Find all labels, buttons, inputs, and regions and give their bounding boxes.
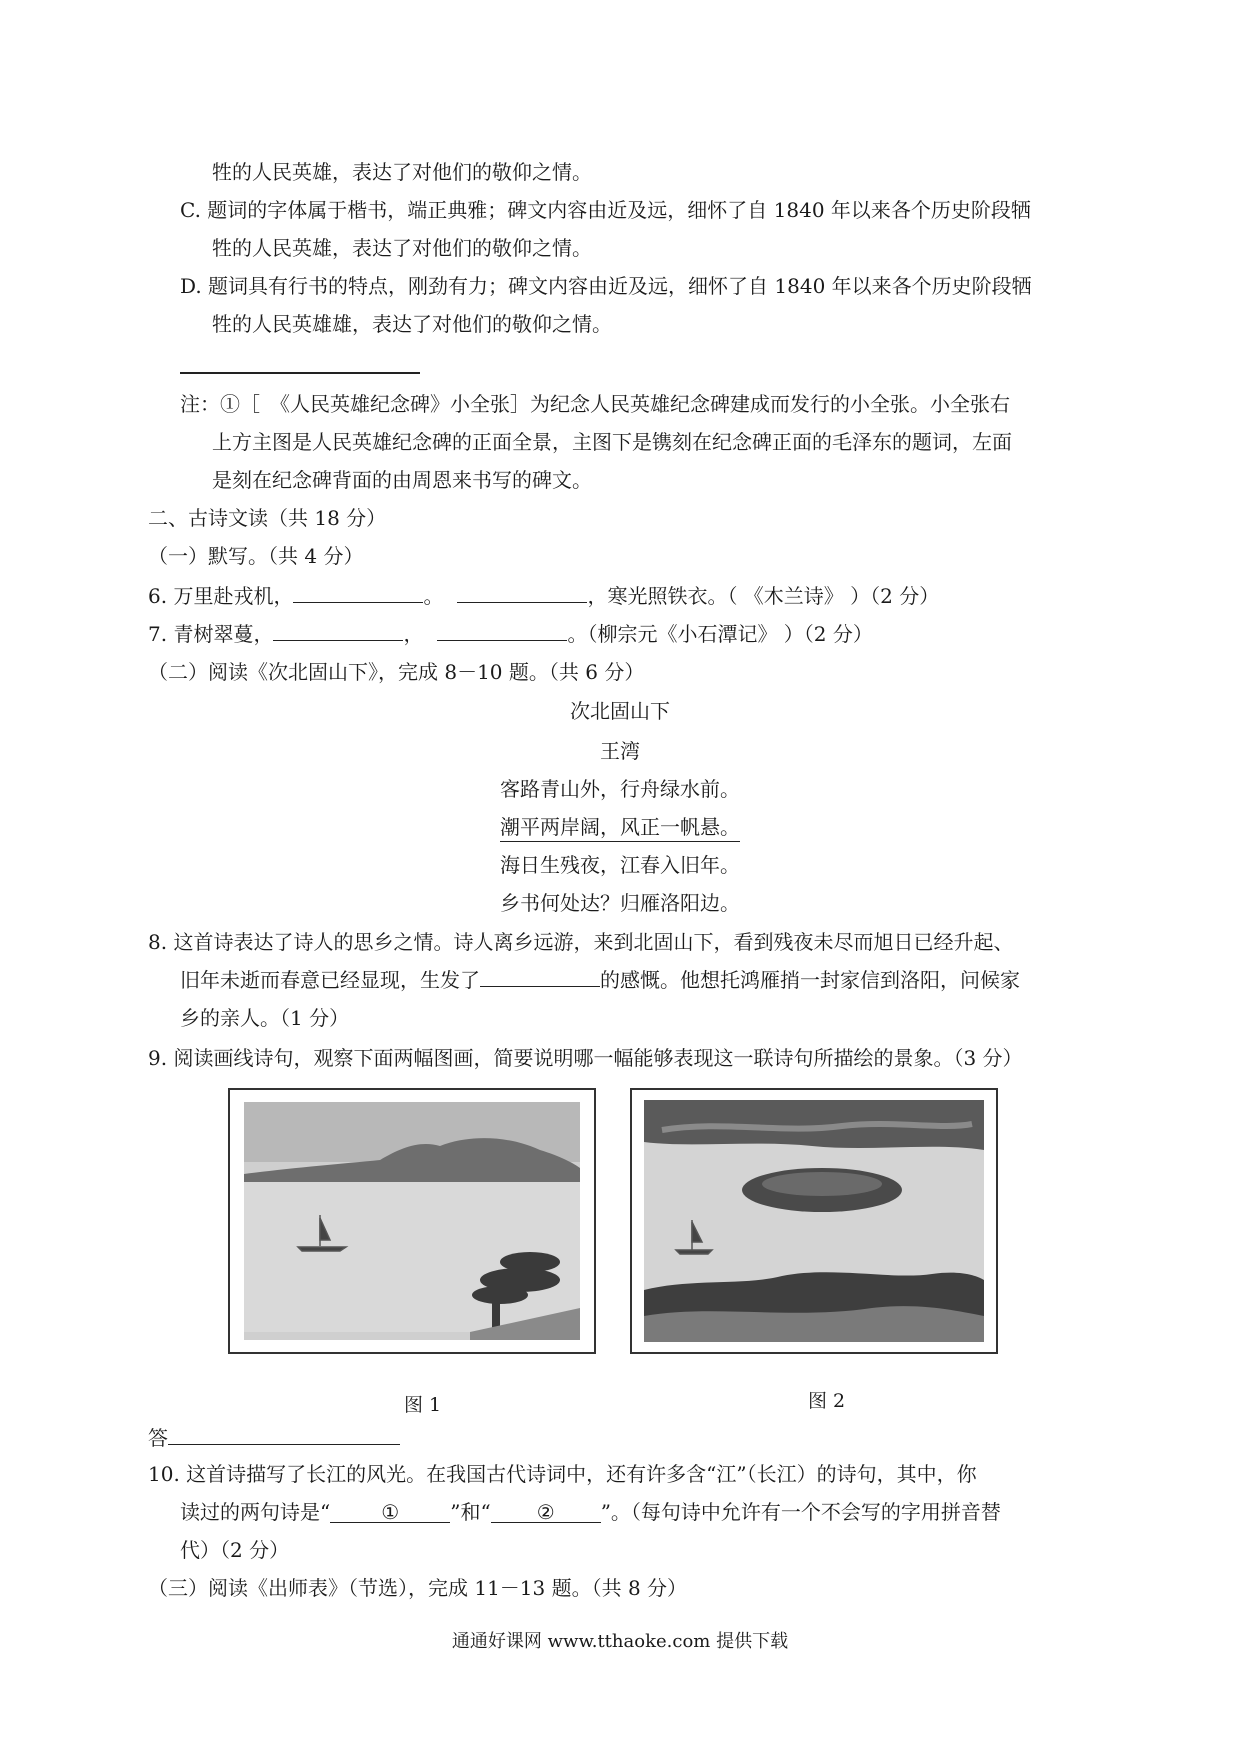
q7-text-b: ， [403, 622, 424, 646]
option-b-tail: 牲的人民英雄，表达了对他们的敬仰之情。 [212, 160, 592, 184]
figure-2 [630, 1088, 998, 1354]
option-d-line1: D. 题词具有行书的特点，刚劲有力；碑文内容由近及远，细怀了自 1840 年以来各个历史阶段牺 [180, 274, 1032, 298]
question-7 [148, 620, 873, 648]
q10-text-a: 读过的两句诗是“ [180, 1500, 331, 1524]
q10-text-b: ”和“ [450, 1500, 491, 1524]
q7-text-a: 7. 青树翠蔓， [148, 622, 274, 646]
poem-line-2 [0, 813, 1240, 841]
q10-line2 [180, 1498, 1001, 1526]
figure-2-caption: 图 2 [808, 1390, 846, 1412]
poem-line-4: 乡书何处达？归雁洛阳边。 [500, 891, 740, 915]
q9-answer-blank[interactable] [168, 1426, 400, 1445]
poem-line-3: 海日生残夜，江春入旧年。 [500, 853, 740, 877]
footnote-separator [180, 372, 420, 374]
q9-text: 9. 阅读画线诗句，观察下面两幅图画，简要说明哪一幅能够表现这一联诗句所描绘的景象。（3 分） [148, 1046, 1023, 1070]
poem-line-1: 客路青山外，行舟绿水前。 [500, 777, 740, 801]
figure-2-painting [632, 1090, 996, 1352]
q9-answer [148, 1424, 400, 1452]
poem-line-2-underlined: 潮平两岸阔，风正一帆悬。 [500, 815, 740, 842]
q10-text-c: ”。（每句诗中允许有一个不会写的字用拼音替 [600, 1500, 1001, 1524]
q6-text-b: 。 [423, 584, 444, 608]
figure-1 [228, 1088, 596, 1354]
q10-blank-2-marker: ② [536, 1500, 555, 1524]
q10-line1: 10. 这首诗描写了长江的风光。在我国古代诗词中，还有许多含“江”（长江）的诗句，其中，你 [148, 1462, 977, 1486]
question-6 [148, 582, 939, 610]
section2-sub2: （二）阅读《次北固山下》，完成 8－10 题。（共 6 分） [148, 660, 645, 684]
q8-text-b: 的感慨。他想托鸿雁捎一封家信到洛阳，问候家 [600, 968, 1020, 992]
q8-blank[interactable] [480, 968, 600, 987]
q7-text-c: 。（柳宗元《小石潭记》 ）（2 分） [567, 622, 873, 646]
q10-blank-2[interactable] [491, 1498, 601, 1523]
note-line3: 是刻在纪念碑背面的由周恩来书写的碑文。 [212, 468, 592, 492]
figure-1-caption: 图 1 [404, 1394, 442, 1416]
q10-blank-1[interactable] [330, 1498, 450, 1523]
footer-credit: 通通好课网 www.tthaoke.com 提供下载 [451, 1631, 789, 1652]
q6-text-c: ，寒光照铁衣。（ 《木兰诗》 ）（2 分） [587, 584, 940, 608]
section2-sub1: （一）默写。（共 4 分） [148, 544, 364, 568]
option-c-line1: C. 题词的字体属于楷书，端正典雅；碑文内容由近及远，细怀了自 1840 年以来各个历史阶段牺 [180, 198, 1031, 222]
note-line2: 上方主图是人民英雄纪念碑的正面全景，主图下是镌刻在纪念碑正面的毛泽东的题词，左面 [212, 430, 1012, 454]
q6-blank-1[interactable] [293, 584, 423, 603]
q7-blank-2[interactable] [437, 622, 567, 641]
q8-line2 [180, 966, 1020, 994]
section2-heading: 二、古诗文读（共 18 分） [148, 506, 387, 530]
section3-sub3: （三）阅读《出师表》（节选），完成 11－13 题。（共 8 分） [148, 1576, 688, 1600]
poem-title: 次北固山下 [570, 699, 670, 723]
q10-blank-1-marker: ① [381, 1500, 400, 1524]
poem-author: 王湾 [600, 739, 640, 763]
figure-1-painting [230, 1090, 594, 1352]
q6-blank-2[interactable] [457, 584, 587, 603]
q8-text-a: 旧年未逝而春意已经显现，生发了 [180, 968, 480, 992]
q7-blank-1[interactable] [273, 622, 403, 641]
option-d-line2: 牲的人民英雄雄，表达了对他们的敬仰之情。 [212, 312, 612, 336]
option-c-line2: 牲的人民英雄，表达了对他们的敬仰之情。 [212, 236, 592, 260]
q9-answer-label: 答 [148, 1426, 168, 1450]
q8-line1: 8. 这首诗表达了诗人的思乡之情。诗人离乡远游，来到北固山下，看到残夜未尽而旭日已经升起、 [148, 930, 1014, 954]
q8-line3: 乡的亲人。（1 分） [180, 1006, 350, 1030]
q10-line3: 代）（2 分） [180, 1538, 290, 1562]
q6-text-a: 6. 万里赴戎机， [148, 584, 294, 608]
note-line1: 注：①［ 《人民英雄纪念碑》小全张］为纪念人民英雄纪念碑建成而发行的小全张。小全张右 [180, 392, 1010, 416]
